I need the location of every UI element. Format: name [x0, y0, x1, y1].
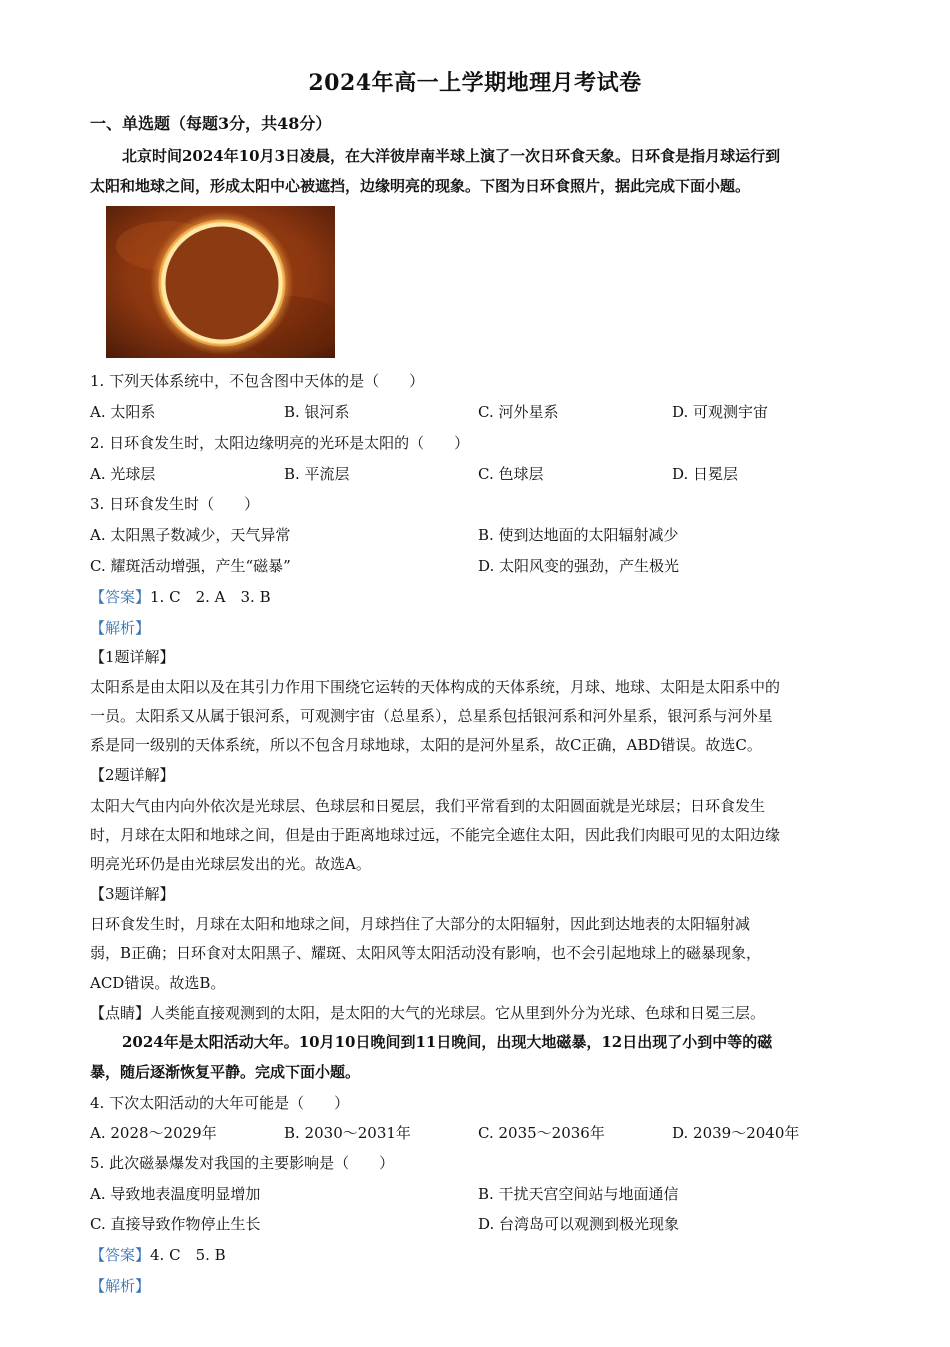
- page-title: 2024年高一上学期地理月考试卷: [308, 70, 642, 96]
- q2-option-b: B. 平流层: [284, 465, 350, 483]
- detail1-line3: 系是同一级别的天体系统，所以不包含月球地球，太阳的是河外星系，故C正确，ABD错误。故选C。: [90, 736, 762, 754]
- q2-option-a: A. 光球层: [90, 465, 156, 483]
- answer-tag: 【答案】: [90, 1246, 151, 1264]
- q2-option-d: D. 日冕层: [672, 465, 739, 483]
- detail2-line1: 太阳大气由内向外依次是光球层、色球层和日冕层，我们平常看到的太阳圆面就是光球层；日环食发生: [90, 797, 766, 815]
- q4-option-b: B. 2030～2031年: [284, 1124, 411, 1142]
- q3-option-d: D. 太阳风变的强劲，产生极光: [478, 557, 680, 575]
- q2-stem: 2. 日环食发生时，太阳边缘明亮的光环是太阳的（ ）: [90, 434, 470, 452]
- detail1-line2: 一员。太阳系又从属于银河系，可观测宇宙（总星系），总星系包括银河系和河外星系，银河系与河外星: [90, 707, 773, 725]
- detail3-tag: 【3题详解】: [90, 885, 175, 903]
- intro2-line2: 暴，随后逐渐恢复平静。完成下面小题。: [90, 1063, 361, 1081]
- detail1-line1: 太阳系是由太阳以及在其引力作用下围绕它运转的天体构成的天体系统，月球、地球、太阳是太阳系中的: [90, 678, 781, 696]
- q5-stem: 5. 此次磁暴爆发对我国的主要影响是（ ）: [90, 1154, 395, 1172]
- detail3-line1: 日环食发生时，月球在太阳和地球之间，月球挡住了大部分的太阳辐射，因此到达地表的太阳辐射减: [90, 915, 751, 933]
- intro1-line1: 北京时间2024年10月3日凌晨，在大洋彼岸南半球上演了一次日环食天象。日环食是指月球运行到: [122, 147, 781, 165]
- intro1-line2: 太阳和地球之间，形成太阳中心被遮挡，边缘明亮的现象。下图为日环食照片，据此完成下面小题。: [90, 177, 751, 195]
- answer-block-1: [90, 586, 271, 608]
- q1-option-d: D. 可观测宇宙: [672, 403, 769, 421]
- detail2-tag: 【2题详解】: [90, 766, 175, 784]
- eclipse-image: [106, 206, 335, 358]
- q4-option-d: D. 2039～2040年: [672, 1124, 800, 1142]
- detail3-line3: ACD错误。故选B。: [90, 974, 226, 992]
- q4-option-a: A. 2028～2029年: [90, 1124, 217, 1142]
- q3-option-b: B. 使到达地面的太阳辐射减少: [478, 526, 679, 544]
- detail3-line2: 弱，B正确；日环食对太阳黑子、耀斑、太阳风等太阳活动没有影响，也不会引起地球上的磁暴现象，: [90, 944, 762, 962]
- q1-option-b: B. 银河系: [284, 403, 350, 421]
- answer-text: 1. C 2. A 3. B: [150, 588, 271, 606]
- q3-option-c: C. 耀斑活动增强，产生“磁暴”: [90, 557, 291, 575]
- analysis-tag: 【解析】: [90, 619, 151, 637]
- q5-option-b: B. 干扰天宫空间站与地面通信: [478, 1185, 679, 1203]
- q4-option-c: C. 2035～2036年: [478, 1124, 605, 1142]
- section-heading: 一、单选题（每题3分，共48分）: [90, 114, 332, 133]
- q5-option-a: A. 导致地表温度明显增加: [90, 1185, 261, 1203]
- answer-text: 4. C 5. B: [150, 1246, 226, 1264]
- answer-block-2: [90, 1244, 226, 1266]
- q3-stem: 3. 日环食发生时（ ）: [90, 495, 260, 513]
- detail2-line3: 明亮光环仍是由光球层发出的光。故选A。: [90, 855, 371, 873]
- answer-tag: 【答案】: [90, 588, 151, 606]
- q4-stem: 4. 下次太阳活动的大年可能是（ ）: [90, 1094, 350, 1112]
- q5-option-c: C. 直接导致作物停止生长: [90, 1215, 261, 1233]
- q1-stem: 1. 下列天体系统中，不包含图中天体的是（ ）: [90, 372, 425, 390]
- detail2-line2: 时，月球在太阳和地球之间，但是由于距离地球过远，不能完全遮住太阳，因此我们肉眼可见的太阳边缘: [90, 826, 781, 844]
- q3-option-a: A. 太阳黑子数减少，天气异常: [90, 526, 291, 544]
- q1-option-c: C. 河外星系: [478, 403, 559, 421]
- q2-option-c: C. 色球层: [478, 465, 544, 483]
- tip-note: 【点睛】人类能直接观测到的太阳，是太阳的大气的光球层。它从里到外分为光球、色球和日冕三层。: [90, 1004, 766, 1022]
- annular-eclipse-photo: [106, 206, 335, 358]
- q1-option-a: A. 太阳系: [90, 403, 156, 421]
- analysis-tag: 【解析】: [90, 1277, 151, 1295]
- detail1-tag: 【1题详解】: [90, 648, 175, 666]
- intro2-line1: 2024年是太阳活动大年。10月10日晚间到11日晚间，出现大地磁暴，12日出现了小到中等的磁: [122, 1033, 773, 1051]
- q5-option-d: D. 台湾岛可以观测到极光现象: [478, 1215, 680, 1233]
